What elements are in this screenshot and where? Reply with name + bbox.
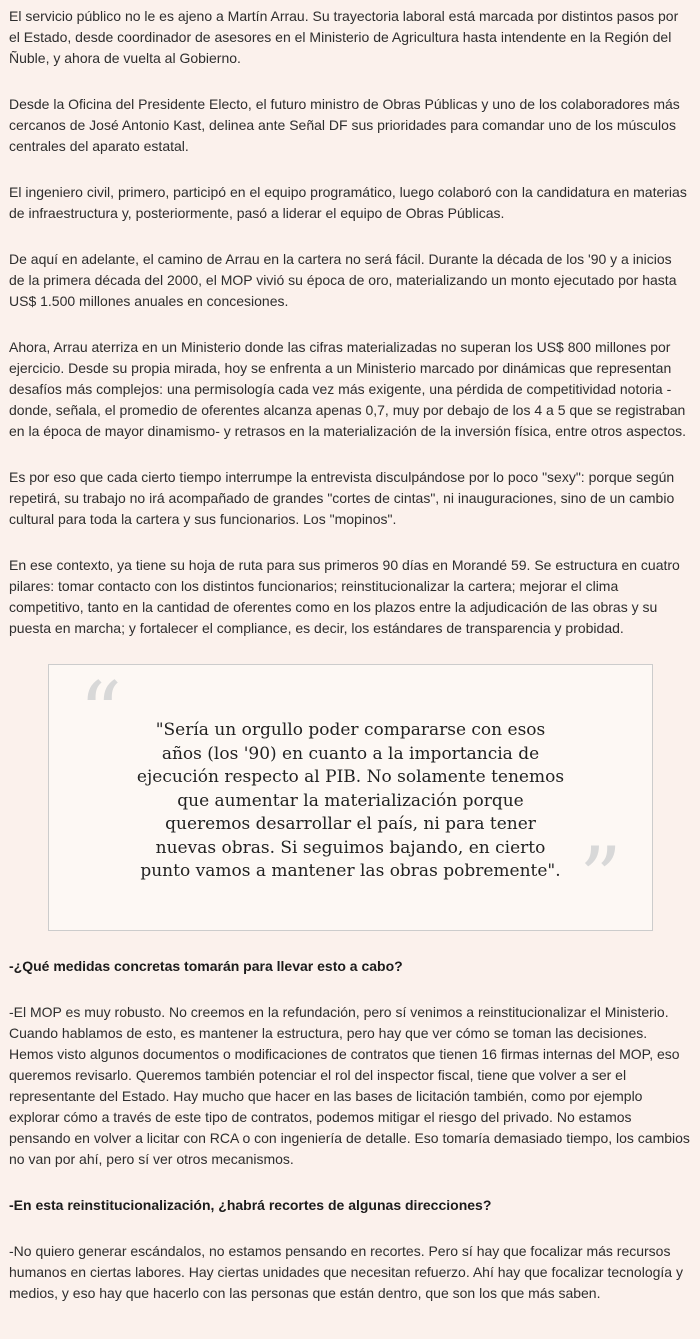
pullquote-text: "Sería un orgullo poder compararse con esos años (los '90) en cuanto a la importancia de ejecución respecto al PIB. No solamente tenemos que aumentar la materialización porque queremos desarrollar el país, ni para tener nuevas obras. Si seguimos bajando, en cierto punto vamos a mantener las obras pobremente". (136, 720, 565, 881)
article-paragraph: El ingeniero civil, primero, participó en el equipo programático, luego colaboró con la candidatura en materias de infraestructura y, posteriormente, pasó a liderar el equipo de Obras Públicas. (9, 184, 687, 221)
close-quote-icon: ” (579, 828, 622, 927)
interview-answer-2: -No quiero generar escándalos, no estamos pensando en recortes. Pero sí hay que focalizar más recursos humanos en ciertas labores. Hay ciertas unidades que necesitan refuerzo. Ahí hay que focalizar tecnología y medios, y eso hay que hacerlo con las personas que están dentro, que son los que más saben. (9, 1242, 683, 1301)
article-paragraph: En ese contexto, ya tiene su hoja de ruta para sus primeros 90 días en Morandé 59. Se estructura en cuatro pilares: tomar contacto con los distintos funcionarios; reinstitucionalizar la cartera; mejorar el clima competitivo, tanto en la cantidad de oferentes como en los plazos entre la adjudicación de las obras y su puesta en marcha; y fortalecer el compliance, es decir, los estándares de transparencia y probidad. (9, 557, 680, 636)
interview-question-1: -¿Qué medidas concretas tomarán para llevar esto a cabo? (9, 957, 403, 974)
pullquote-box (48, 664, 653, 931)
article-paragraph: De aquí en adelante, el camino de Arrau en la cartera no será fácil. Durante la década de los '90 y a inicios de la primera década del 2000, el MOP vivió su época de oro, materializando un monto ejecutado por hasta US$ 1.500 millones anuales en concesiones. (9, 251, 677, 309)
interview-answer-1: -El MOP es muy robusto. No creemos en la refundación, pero sí venimos a reinstitucionalizar el Ministerio. Cuando hablamos de esto, es mantener la estructura, pero hay que ver cómo se toman las decisiones. Hemos visto algunos documentos o modificaciones de contratos que tienen 16 firmas internas del MOP, eso queremos revisarlo. Queremos también potenciar el rol del inspector fiscal, tiene que volver a ser el representante del Estado. Hay mucho que hacer en las bases de licitación también, como por ejemplo explorar cómo a través de este tipo de contratos, podemos mitigar el riesgo del privado. No estamos pensando en volver a licitar con RCA o con ingeniería de detalle. Eso tomaría demasiado tiempo, los cambios no van por ahí, pero sí ver otros mecanismos. (9, 1003, 690, 1167)
article-paragraph: El servicio público no le es ajeno a Martín Arrau. Su trayectoria laboral está marcada por distintos pasos por el Estado, desde coordinador de asesores en el Ministerio de Agricultura hasta intendente en la Región del Ñuble, y ahora de vuelta al Gobierno. (9, 8, 679, 66)
open-quote-icon: “ (79, 664, 122, 762)
interview-question-2: -En esta reinstitucionalización, ¿habrá recortes de algunas direcciones? (9, 1196, 492, 1213)
article-paragraph: Ahora, Arrau aterriza en un Ministerio donde las cifras materializadas no superan los US$ 800 millones por ejercicio. Desde su propia mirada, hoy se enfrenta a un Ministerio marcado por dinámicas que representan desafíos más complejos: una permisología cada vez más exigente, una pérdida de competitividad notoria - donde, señala, el promedio de oferentes alcanza apenas 0,7, muy por debajo de los 4 a 5 que se registraban en la época de mayor dinamismo- y retrasos en la materialización de la inversión física, entre otros aspectos. (9, 339, 686, 439)
article-paragraph: Es por eso que cada cierto tiempo interrumpe la entrevista disculpándose por lo poco "sexy": porque según repetirá, su trabajo no irá acompañado de grandes "cortes de cintas", ni inauguraciones, sino de un cambio cultural para toda la cartera y sus funcionarios. Los "mopinos". (9, 469, 675, 527)
article-paragraph: Desde la Oficina del Presidente Electo, el futuro ministro de Obras Públicas y uno de los colaboradores más cercanos de José Antonio Kast, delinea ante Señal DF sus prioridades para comandar uno de los músculos centrales del aparato estatal. (9, 96, 680, 154)
